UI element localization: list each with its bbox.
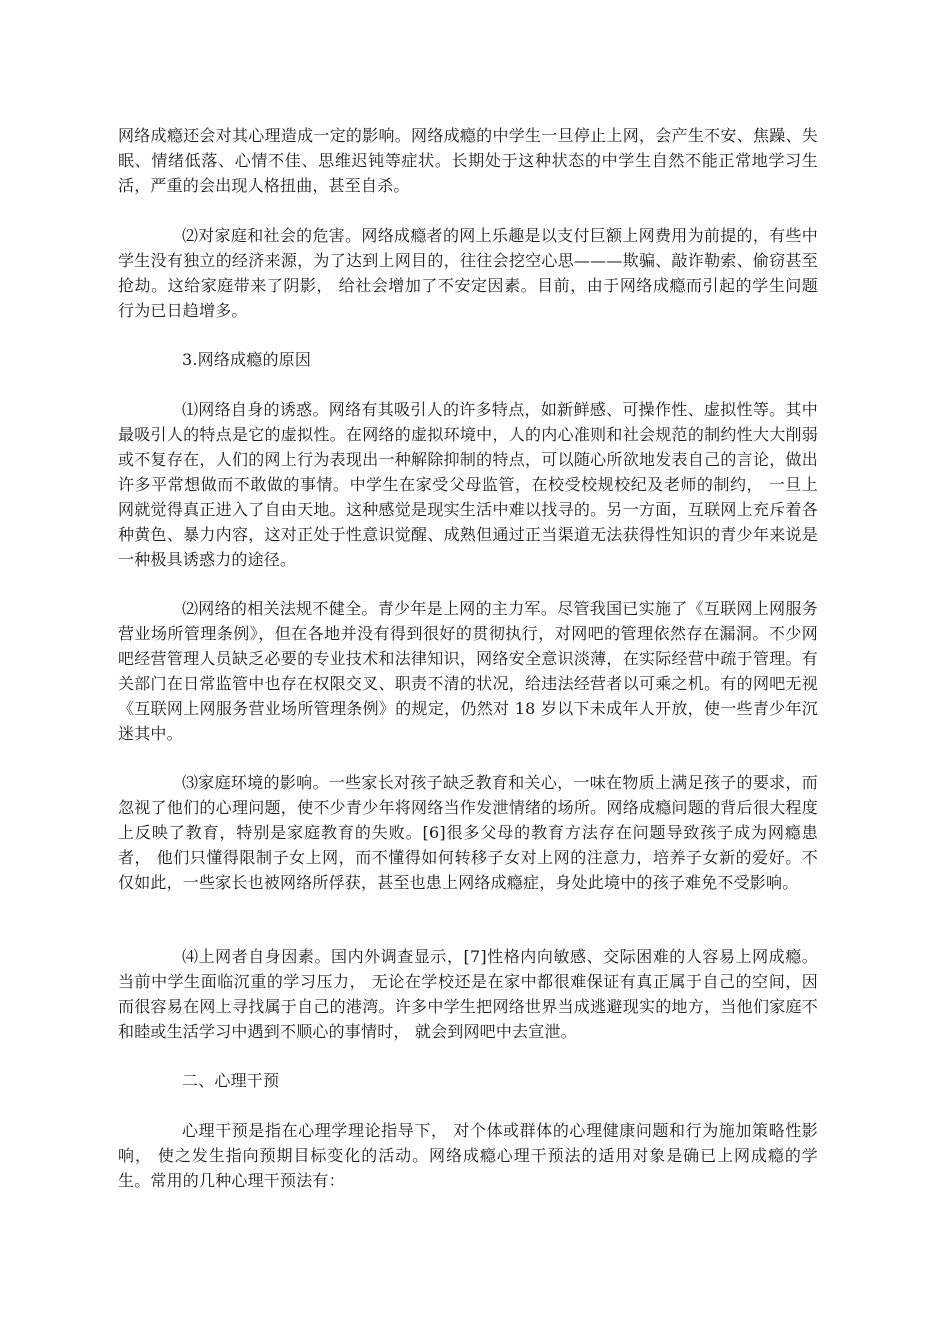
paragraph-cause-regulations: ⑵网络的相关法规不健全。青少年是上网的主力军。尽管我国已实施了《互联网上网服务营业场所管理条例》，但在各地并没有得到很好的贯彻执行，对网吧的管理依然存在漏洞。不少网吧经营管理人员缺乏必要的专业技术和法律知识，网络安全意识淡薄，在实际经营中疏于管理。有关部门在日常监管中也存在权限交叉、职责不清的状况，给违法经营者以可乘之机。有的网吧无视《互联网上网服务营业场所管理条例》的规定，仍然对 18 岁以下未成年人开放，使一些青少年沉迷其中。 xyxy=(118,599,818,743)
paragraph-psychological-impact: 网络成瘾还会对其心理造成一定的影响。网络成瘾的中学生一旦停止上网，会产生不安、焦躁、失眠、情绪低落、心情不佳、思维迟钝等症状。长期处于这种状态的中学生自然不能正常地学习生活，严重的会出现人格扭曲，甚至自杀。 xyxy=(118,126,818,195)
paragraph-family-society-harm: ⑵对家庭和社会的危害。网络成瘾者的网上乐趣是以支付巨额上网费用为前提的，有些中学生没有独立的经济来源，为了达到上网目的，往往会挖空心思———欺骗、敲诈勒索、偷窃甚至抢劫。这给家庭带来了阴影， 给社会增加了不安定因素。目前，由于网络成瘾而引起的学生问题行为已日趋增多。 xyxy=(118,226,818,320)
section-heading-causes: 3.网络成瘾的原因 xyxy=(182,350,312,369)
section-heading-intervention: 二、心理干预 xyxy=(182,1071,280,1090)
paragraph-intervention-definition: 心理干预是指在心理学理论指导下， 对个体或群体的心理健康问题和行为施加策略性影响， 使之发生指向预期目标变化的活动。网络成瘾心理干预法的适用对象是确已上网成瘾的学生。常用的几种心理干预法有： xyxy=(118,1121,818,1190)
paragraph-cause-family-environment: ⑶家庭环境的影响。一些家长对孩子缺乏教育和关心，一味在物质上满足孩子的要求，而忽视了他们的心理问题，使不少青少年将网络当作发泄情绪的场所。网络成瘾问题的背后很大程度上反映了教育，特别是家庭教育的失败。[6]很多父母的教育方法存在问题导致孩子成为网瘾患者， 他们只懂得限制子女上网，而不懂得如何转移子女对上网的注意力，培养子女新的爱好。不仅如此，一些家长也被网络所俘获，甚至也患上网络成瘾症，身处此境中的孩子难免不受影响。 xyxy=(118,773,818,892)
paragraph-cause-network-temptation: ⑴网络自身的诱惑。网络有其吸引人的许多特点，如新鲜感、可操作性、虚拟性等。其中最吸引人的特点是它的虚拟性。在网络的虚拟环境中，人的内心准则和社会规范的制约性大大削弱或不复存在，人们的网上行为表现出一种解除抑制的特点，可以随心所欲地发表自己的言论，做出许多平常想做而不敢做的事情。中学生在家受父母监管，在校受校规校纪及老师的制约， 一旦上网就觉得真正进入了自由天地。这种感觉是现实生活中难以找寻的。另一方面，互联网上充斥着各种黄色、暴力内容，这对正处于性意识觉醒、成熟但通过正当渠道无法获得性知识的青少年来说是一种极具诱惑力的途径。 xyxy=(118,400,818,569)
paragraph-cause-personal-factors: ⑷上网者自身因素。国内外调查显示，[7]性格内向敏感、交际困难的人容易上网成瘾。当前中学生面临沉重的学习压力， 无论在学校还是在家中都很难保证有真正属于自己的空间，因而很容易在网上寻找属于自己的港湾。许多中学生把网络世界当成逃避现实的地方，当他们家庭不和睦或生活学习中遇到不顺心的事情时， 就会到网吧中去宣泄。 xyxy=(118,947,818,1041)
